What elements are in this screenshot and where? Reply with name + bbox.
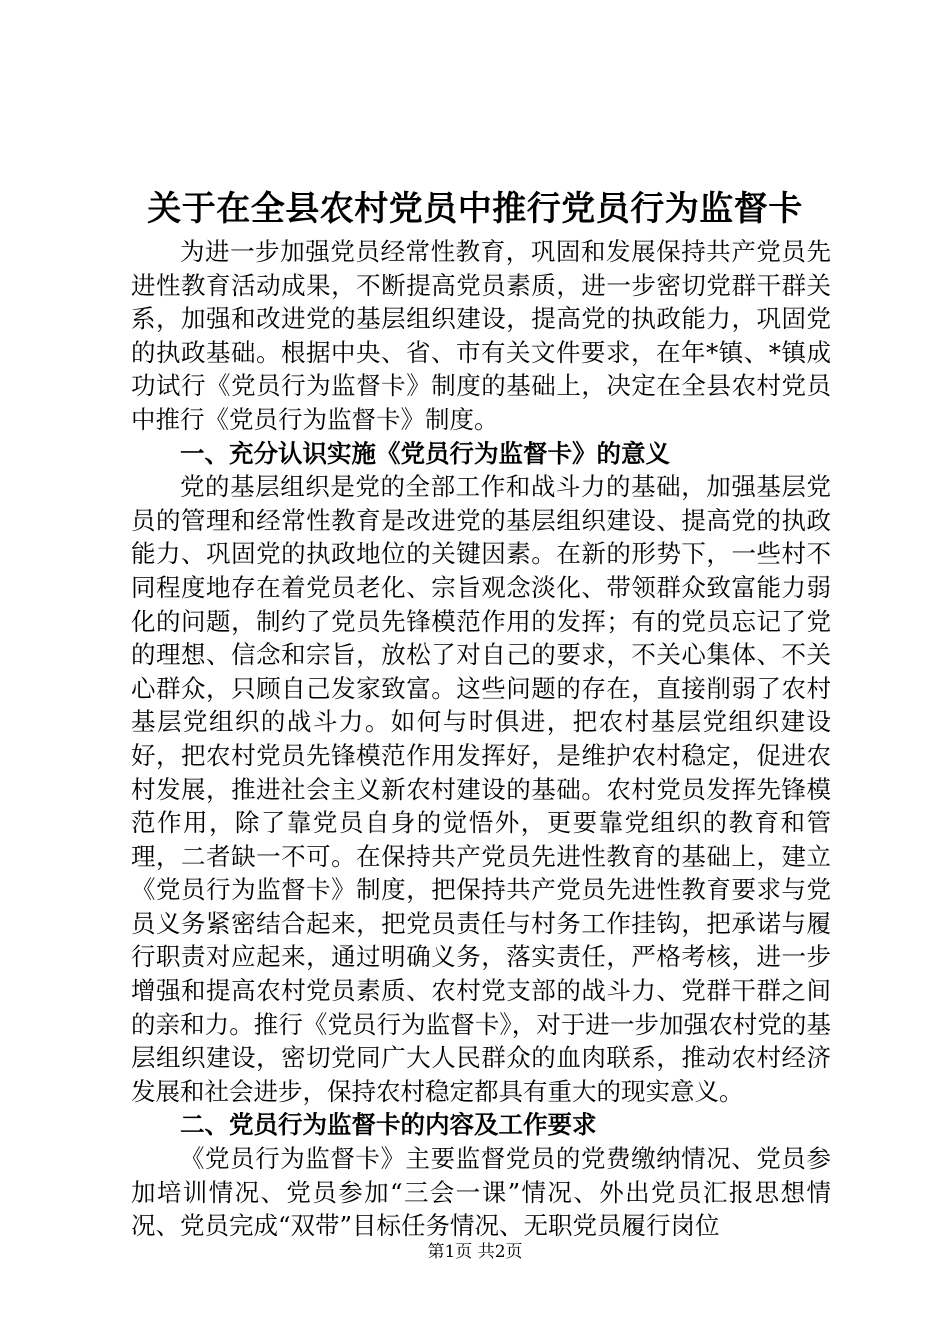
- paragraph-section-2: 《党员行为监督卡》主要监督党员的党费缴纳情况、党员参加培训情况、党员参加“三会一课”情况、外出党员汇报思想情况、党员完成“双带”目标任务情况、无职党员履行岗位: [131, 1144, 831, 1241]
- paragraph-intro: 为进一步加强党员经常性教育，巩固和发展保持共产党员先进性教育活动成果，不断提高党员素质，进一步密切党群干群关系，加强和改进党的基层组织建设，提高党的执政能力，巩固党的执政基础。根据中央、省、市有关文件要求，在年*镇、*镇成功试行《党员行为监督卡》制度的基础上，决定在全县农村党员中推行《党员行为监督卡》制度。: [131, 237, 831, 434]
- section-heading-1: 一、充分认识实施《党员行为监督卡》的意义: [180, 438, 670, 468]
- document-title: 关于在全县农村党员中推行党员行为监督卡: [147, 189, 803, 229]
- section-heading-2: 二、党员行为监督卡的内容及工作要求: [180, 1110, 597, 1140]
- paragraph-section-1: 党的基层组织是党的全部工作和战斗力的基础，加强基层党员的管理和经常性教育是改进党的基层组织建设、提高党的执政能力、巩固党的执政地位的关键因素。在新的形势下，一些村不同程度地存在着党员老化、宗旨观念淡化、带领群众致富能力弱化的问题，制约了党员先锋模范作用的发挥；有的党员忘记了党的理想、信念和宗旨，放松了对自己的要求，不关心集体、不关心群众，只顾自己发家致富。这些问题的存在，直接削弱了农村基层党组织的战斗力。如何与时俱进，把农村基层党组织建设好，把农村党员先锋模范作用发挥好，是维护农村稳定，促进农村发展，推进社会主义新农村建设的基础。农村党员发挥先锋模范作用，除了靠党员自身的觉悟外，更要靠党组织的教育和管理，二者缺一不可。在保持共产党员先进性教育的基础上，建立《党员行为监督卡》制度，把保持共产党员先进性教育要求与党员义务紧密结合起来，把党员责任与村务工作挂钩，把承诺与履行职责对应起来，通过明确义务，落实责任，严格考核，进一步增强和提高农村党员素质、农村党支部的战斗力、党群干群之间的亲和力。推行《党员行为监督卡》，对于进一步加强农村党的基层组织建设，密切党同广大人民群众的血肉联系，推动农村经济发展和社会进步，保持农村稳定都具有重大的现实意义。: [131, 472, 831, 1106]
- document-body: [131, 235, 831, 1243]
- page-number-footer: 第1页 共2页: [427, 1242, 523, 1262]
